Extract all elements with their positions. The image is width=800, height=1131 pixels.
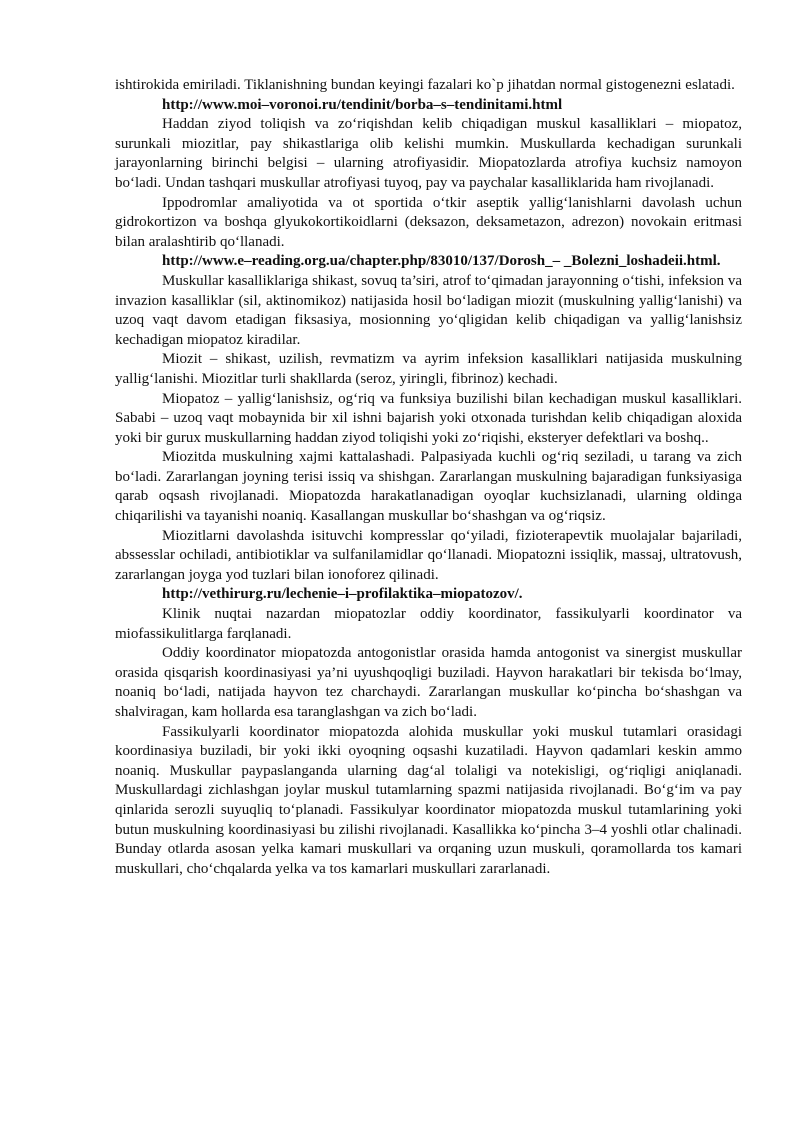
- paragraph-fascicular-coordinator: Fassikulyarli koordinator miopatozda alohida muskullar yoki muskul tutamlari orasidagi koordinasiya buziladi, bir yoki ikki oyoqning oqsashi kuzatiladi. Hayvon qadamlari keskin ammo noaniq. Muskullar paypaslanganda ularning dag‘al tolaligi va notekisligi, og‘riqligi aniqlanadi. Muskullardagi zichlashgan joylar muskul tutamlarning spazmi natijasida rivojlanadi. Bo‘g‘im va pay qinlarida serozli suyuqliq to‘planadi. Fassikulyar koordinator miopatozda muskul tutamlarining yoki butun muskulning koordinasiyasi bu zilishi rivojlanadi. Kasallikka ko‘pincha 3–4 yoshli otlar chalinadi. Bunday otlarda asosan yelka kamari muskullari va orqaning uzun muskuli, qoramollarda tos kamari muskullari, cho‘chqalarda yelka va tos kamarlari muskullari zararlanadi.: [115, 723, 742, 877]
- paragraph-myositis-symptoms: Miozitda muskulning xajmi kattalashadi. Palpasiyada kuchli og‘riq seziladi, u tarang va zich bo‘ladi. Zararlangan joyning terisi issiq va shishgan. Zararlangan muskulning bajaradigan funksiyasiga qarab oqsash rivojlanadi. Miopatozda harakatlanadigan oyoqlar kuchsizlanadi, ularning oldinga chiqarilishi va tayanishi noaniq. Kasallangan muskullar bo‘shashgan va og‘riqsiz.: [115, 449, 742, 525]
- paragraph-continuation: ishtirokida emiriladi. Tiklanishning bundan keyingi fazalari ko`p jihatdan normal gistogenezni eslatadi.: [115, 77, 735, 93]
- reference-link-vethirurg[interactable]: http://vethirurg.ru/lechenie–i–profilaktika–miopatozov/.: [162, 586, 523, 603]
- paragraph-simple-coordinator: Oddiy koordinator miopatozda antogonistlar orasida hamda antogonist va sinergist muskullar orasida qisqarish koordinasiyasi ya’ni uyushqoqligi buziladi. Hayvon harakatlari bir tekisda bo‘lmay, noaniq bo‘ladi, natijada hayvon tez charchaydi. Zararlangan muskullar ko‘pincha bo‘shashgan va shalviragan, kam hollarda esa taranglashgan va zich bo‘ladi.: [115, 645, 742, 720]
- reference-link-moi-voronoi[interactable]: http://www.moi–voronoi.ru/tendinit/borba–s–tendinitami.html: [162, 96, 563, 113]
- paragraph-muscle-diseases: Haddan ziyod toliqish va zo‘riqishdan kelib chiqadigan muskul kasalliklari – miopatoz, surunkali miozitlar, pay shikastlariga olib kelishi mumkin. Muskullarda kechadigan surunkali jarayonlarning birinchi belgisi – ularning atrofiyasidir. Miopatozlarda atrofiya kuchsiz namoyon bo‘ladi. Undan tashqari muskullar atrofiyasi tuyoq, pay va paychalar kasalliklarida ham rivojlanadi.: [115, 116, 742, 191]
- paragraph-muscle-causes: Muskullar kasalliklariga shikast, sovuq ta’siri, atrof to‘qimadan jarayonning o‘tishi, infeksion va invazion kasalliklar (sil, aktinomikoz) natijasida hosil bo‘ladigan miozit (muskulning yallig‘lanishi) va uzoq vaqt davom etadigan fiksasiya, mosionning yo‘qligidan kelib chiqadigan va yallig‘lanishsiz kechadigan miopatoz kiradilar.: [115, 272, 742, 348]
- paragraph-myositis-definition: Miozit – shikast, uzilish, revmatizm va ayrim infeksion kasalliklari natijasida muskulning yallig‘lanishi. Miozitlar turli shakllarda (seroz, yiringli, fibrinoz) kechadi.: [115, 351, 742, 387]
- paragraph-myositis-treatment: Miozitlarni davolashda isituvchi kompresslar qo‘yiladi, fizioterapevtik muolajalar bajariladi, abssesslar ochiladi, antibiotiklar va sulfanilamidlar qo‘llanadi. Miopatozni issiqlik, massaj, ultratovush, zararlangan joyga yod tuzlari bilan ionoforez qilinadi.: [115, 527, 742, 583]
- paragraph-clinical-classification: Klinik nuqtai nazardan miopatozlar oddiy koordinator, fassikulyarli koordinator va miofassikulitlarga farqlanadi.: [115, 606, 742, 642]
- document-page: [115, 76, 742, 879]
- reference-link-e-reading[interactable]: http://www.e–reading.org.ua/chapter.php/83010/137/Dorosh_– _Bolezni_loshadeii.html.: [162, 253, 721, 270]
- paragraph-hippodrome-treatment: Ippodromlar amaliyotida va ot sportida o‘tkir aseptik yallig‘lanishlarni davolash uchun gidrokortizon va boshqa glyukokortikoidlarni (deksazon, deksametazon, adrezon) novokain eritmasi bilan aralashtirib qo‘llanadi.: [115, 194, 742, 250]
- paragraph-myopathosis-definition: Miopatoz – yallig‘lanishsiz, og‘riq va funksiya buzilishi bilan kechadigan muskul kasalliklari. Sababi – uzoq vaqt mobaynida bir xil ishni bajarish yoki otxonada turishdan kelib chiqadigan aloxida yoki bir gurux muskullarning haddan ziyod toliqishi yoki zo‘riqishi, eksteryer defektlari va boshq..: [115, 390, 742, 446]
